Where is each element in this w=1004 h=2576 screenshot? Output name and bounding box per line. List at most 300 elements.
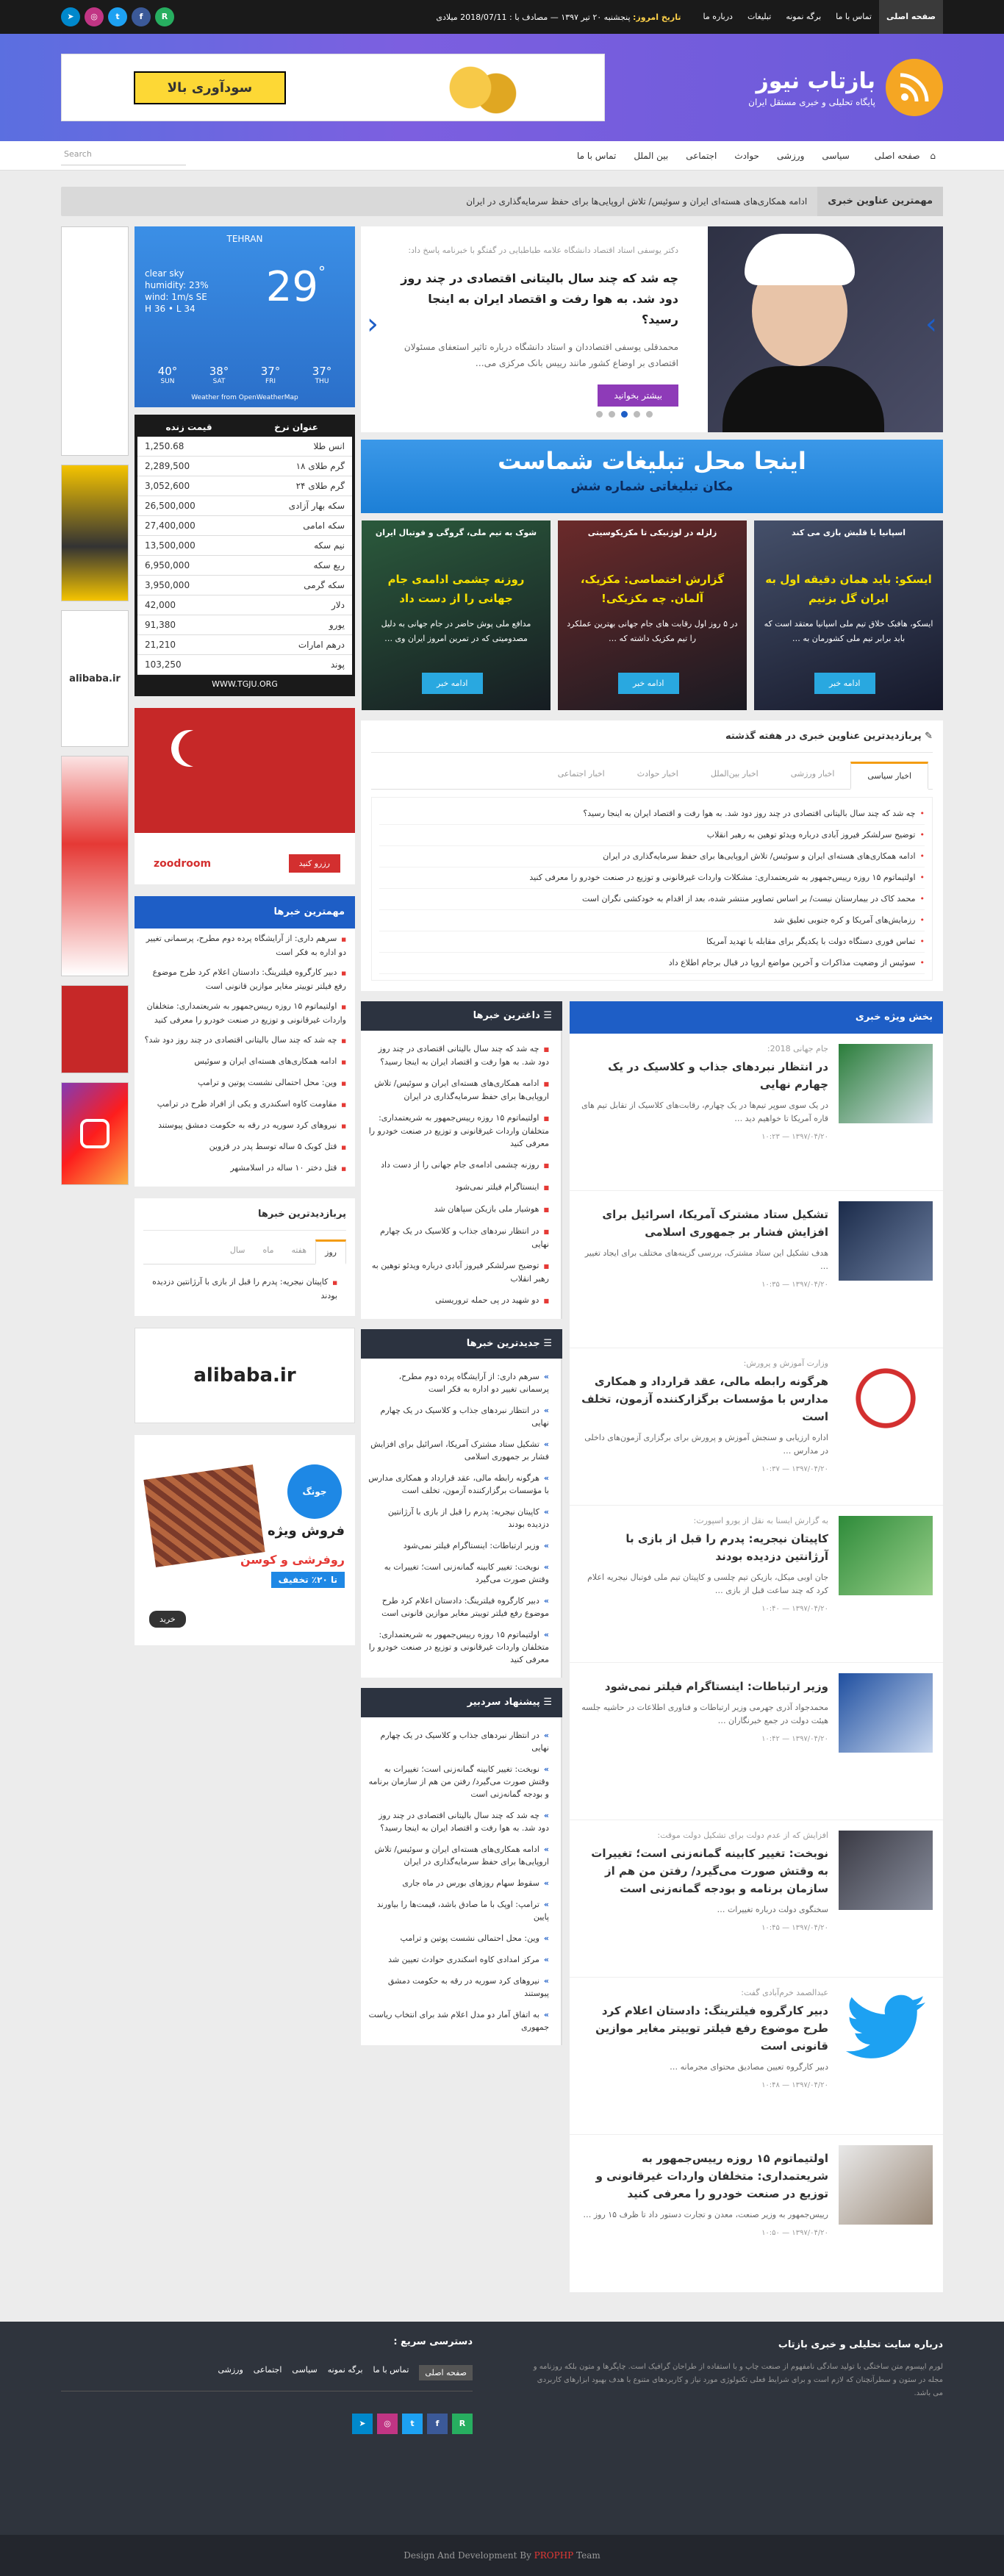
price-value: 26,500,000: [137, 496, 240, 516]
special-title[interactable]: هرگونه رابطه مالی، عقد قرارداد و همکاری مدارس با مؤسسات برگزارکننده آزمون، تخلف است: [581, 1375, 828, 1423]
price-label: دلار: [240, 595, 352, 615]
list-item[interactable]: » کاپیتان نیجریه: پدرم را قبل از بازی با آرژانتین دزدیده بودند: [368, 1501, 549, 1535]
list-item[interactable]: ■ توضیح سرلشکر فیروز آبادی درباره ویدئو توهین به رهبر انقلاب: [368, 1255, 549, 1289]
price-header-value: قیمت زنده: [137, 418, 240, 437]
price-source-link[interactable]: WWW.TGJU.ORG: [212, 679, 278, 689]
special-title[interactable]: اولتیماتوم ۱۵ روزه رییس‌جمهور به شریعتمداری: متخلفان واردات غیرقانونی و توزیع در صنعت خودرو را معرفی کنید: [595, 2152, 828, 2200]
instagram-icon[interactable]: ◎: [377, 2414, 398, 2434]
price-label: سکه بهار آزادی: [240, 496, 352, 516]
carpet-buy-button[interactable]: خرید: [149, 1611, 186, 1628]
list-item[interactable]: » مرکز امدادی کاوه اسکندری حوادث تعیین شد: [368, 1949, 549, 1970]
menu-incidents[interactable]: حوادث: [734, 151, 759, 161]
list-item[interactable]: ■ مقاومت کاوه اسکندری و یکی از افراد طرح در ترامپ: [135, 1094, 355, 1115]
special-summary: جان اوبی میکل، بازیکن تیم چلسی و کاپیتان تیم ملی فوتبال نیجریه اعلام کرد که چند ساعت قبل از بازی …: [587, 1573, 828, 1595]
weather-temp-unit: °: [318, 263, 326, 281]
sidebar: [135, 226, 355, 2292]
special-title[interactable]: دبیر کارگروه فیلترینگ: دادستان اعلام کرد طرح موضوع رفع فیلتر توییتر مغایر موازین قانونی است: [595, 2004, 828, 2053]
telegram-icon[interactable]: ➤: [352, 2414, 373, 2434]
special-title[interactable]: وزیر ارتباطات: اینستاگرام فیلتر نمی‌شود: [604, 1680, 828, 1693]
special-thumb[interactable]: [839, 2145, 933, 2225]
ad-banner-title: اینجا محل تبلیغات شماست: [498, 447, 806, 475]
slider-dots: [596, 411, 653, 418]
menu-international[interactable]: بین الملل: [634, 151, 669, 161]
list-item[interactable]: » در انتظار نبردهای جذاب و کلاسیک در یک چهارم نهایی: [368, 1725, 549, 1759]
slider-dot[interactable]: [596, 411, 603, 418]
price-label: گرم طلای ۱۸: [240, 457, 352, 476]
most-viewed-tabs: [143, 1239, 346, 1264]
editor-pick-title-text: پیشنهاد سردبیر: [467, 1697, 540, 1708]
zoodroom-ad[interactable]: [135, 708, 355, 884]
special-title[interactable]: در انتظار نبردهای جذاب و کلاسیک در یک چهارم نهایی: [608, 1060, 828, 1091]
rss-icon[interactable]: R: [452, 2414, 473, 2434]
topnav-sample[interactable]: برگه نمونه: [786, 12, 822, 21]
forecast-day: [261, 365, 281, 385]
slider-prev-icon[interactable]: ‹: [367, 307, 379, 341]
list-item[interactable]: ■ هوشیار ملی بازیکن سپاهان شد: [368, 1198, 549, 1220]
price-label: پوند: [240, 655, 352, 675]
card-category: اسپانیا با قلبش بازی می کند: [792, 528, 906, 537]
footer-link-politics[interactable]: سیاسی: [292, 2365, 318, 2375]
rss-logo-icon: [886, 59, 943, 116]
breaking-label: مهمترین عناوین خبری: [817, 187, 943, 216]
menu-home[interactable]: ⌂ صفحه اصلی: [860, 141, 943, 171]
carpet-image: [143, 1464, 265, 1567]
special-date: ۱۳۹۷/۰۴/۲۰ — ۱۰:۳۷: [761, 1465, 828, 1473]
footer-quick-title: دسترسی سریع :: [393, 2336, 473, 2347]
card-category: زلزله در لوژنیکی تا مکزیکوسیتی: [587, 528, 717, 537]
footer-link-sports[interactable]: ورزشی: [218, 2365, 243, 2375]
news-slider: [361, 226, 943, 432]
list-item[interactable]: » نوبخت: تغییر کابینه گمانه‌زنی است؛ تغییرات به وقتش صورت می‌گیرد/ رفتن من هم از سازمان برنامه و بودجه گمانه‌زنی است: [368, 1759, 549, 1805]
price-value: 27,400,000: [137, 516, 240, 536]
tab-sports[interactable]: اخبار ورزشی: [790, 769, 835, 779]
list-item[interactable]: » اولتیماتوم ۱۵ روزه رییس‌جمهور به شریعتمداری: متخلفان واردات غیرقانونی و توزیع در صنعت خودرو را معرفی کنید: [368, 1624, 549, 1670]
special-thumb[interactable]: [839, 1673, 933, 1753]
price-value: 6,950,000: [137, 556, 240, 576]
list-item[interactable]: » وین: محل احتمالی نشست پوتین و ترامپ: [368, 1928, 549, 1949]
forecast-day-label: THU: [315, 378, 329, 385]
forecast-day-label: FRI: [265, 378, 276, 385]
ad-banner-subtitle: مکان تبلیغاتی شماره شش: [570, 479, 734, 494]
special-thumb[interactable]: [839, 1359, 933, 1438]
most-read-title-text: پربازدیدترین عناوین خبری در هفته گذشته: [725, 731, 922, 742]
carpet-sale-ad[interactable]: [135, 1435, 355, 1645]
main-column: [361, 226, 943, 2292]
list-item[interactable]: » وزیر ارتباطات: اینستاگرام فیلتر نمی‌شود: [368, 1535, 549, 1556]
topnav-home[interactable]: صفحه اصلی: [879, 0, 943, 34]
special-pretitle: به گزارش ایسنا به نقل از یورو اسپورت:: [693, 1516, 828, 1525]
special-news-section: [570, 1001, 943, 2292]
most-read-title: ✎ پربازدیدترین عناوین خبری در هفته گذشته: [371, 720, 933, 753]
card-summary: در ۵ روز اول رقابت های جام جهانی بهترین عملکرد را تیم مکزیک داشته که …: [567, 619, 738, 643]
latest-news-list: [361, 1359, 562, 1678]
site-subtitle: پایگاه تحلیلی و خبری مستقل ایران: [748, 96, 875, 107]
latest-news-title-text: جدیدترین خبرها: [466, 1338, 540, 1349]
zoodroom-brand: zoodroom: [154, 858, 212, 870]
list-item[interactable]: ■ چه شد که چند سال بالیتانی اقتصادی در چند روز دود شد؟: [135, 1030, 355, 1051]
special-date: ۱۳۹۷/۰۴/۲۰ — ۱۰:۴۵: [761, 1924, 828, 1932]
list-item[interactable]: ■ وین: محل احتمالی نشست پوتین و ترامپ: [135, 1073, 355, 1094]
special-item: [570, 1506, 943, 1663]
topnav-about[interactable]: درباره ما: [703, 12, 733, 21]
special-title[interactable]: نوبخت: تغییر کابینه گمانه‌زنی است؛ تغییرات به وقتش صورت می‌گیرد/ رفتن من هم از سازمان برنامه و بودجه گمانه‌زنی است: [591, 1847, 828, 1895]
list-item[interactable]: » ادامه همکاری‌های هسته‌ای ایران و سوئیس/ تلاش اروپایی‌ها برای حفظ سرمایه‌گذاری در ایران: [368, 1839, 549, 1872]
card-title[interactable]: روزنه چشمی ادامه‌ی جام جهانی را از دست داد: [387, 573, 525, 605]
ad-skyscraper-blank[interactable]: [61, 226, 129, 456]
copyright-tail: Team: [576, 2550, 600, 2561]
price-header-title: عنوان نرخ: [240, 418, 352, 437]
carpet-brand-logo: جونگ: [287, 1464, 342, 1519]
money-bag-icon: [429, 58, 532, 117]
alibaba-ad[interactable]: [135, 1328, 355, 1423]
special-item: [570, 1191, 943, 1348]
list-item[interactable]: ■ دبیر کارگروه فیلترینگ: دادستان اعلام کرد طرح موضوع رفع فیلتر توییتر مغایر موازین قانونی است: [135, 962, 355, 996]
forecast-temp: 40°: [157, 365, 178, 378]
social-links: [61, 7, 174, 26]
breaking-text[interactable]: ادامه همکاری‌های هسته‌ای ایران و سوئیس/ تلاش اروپایی‌ها برای حفظ سرمایه‌گذاری در ایران: [466, 196, 808, 207]
ad-skyscraper-hotel[interactable]: [61, 985, 129, 1073]
list-item[interactable]: • محمد کاک در بیمارستان نیست/ بر اساس تصاویر منتشر شده، بعد از اقدام به خودکشی نگران است: [379, 889, 925, 910]
card-more-button[interactable]: ادامه خبر: [618, 673, 679, 694]
list-item[interactable]: • رزمایش‌های آمریکا و کره جنوبی تعلیق شد: [379, 910, 925, 931]
list-item[interactable]: ■ چه شد که چند سال بالیتانی اقتصادی در چند روز دود شد. به هوا رفت و اقتصاد ایران به اینجا رسید؟: [368, 1038, 549, 1073]
slider-dot[interactable]: [609, 411, 615, 418]
card-more-button[interactable]: ادامه خبر: [814, 673, 875, 694]
footer-about-text: لورم ایپسوم متن ساختگی با تولید سادگی نامفهوم از صنعت چاپ و با استفاده از طراحان گرافیک است. چاپگرها و متون بلکه روزنامه و مجله در ستون و سطرآنچنان که لازم است و برای شرایط فعلی تکنولوژی مورد نیاز و کاربردهای متنوع با هدف بهبود ابزارهای کاربردی می باشد.: [533, 2363, 943, 2397]
price-value: 103,250: [137, 655, 240, 675]
table-row: [137, 457, 352, 476]
card-title[interactable]: گزارش اختصاصی: مکزیک، آلمان. چه مکزیکی!: [580, 573, 725, 605]
ad-banner-six[interactable]: [361, 440, 943, 513]
special-pretitle: وزارت آموزش و پرورش:: [743, 1359, 828, 1368]
featured-card[interactable]: [754, 520, 943, 710]
topnav-ads[interactable]: تبلیغات: [747, 12, 772, 21]
table-row: [137, 595, 352, 615]
list-item[interactable]: ■ اینستاگرام فیلتر نمی‌شود: [368, 1176, 549, 1198]
special-item: [570, 1663, 943, 1820]
list-item[interactable]: ■ ادامه همکاری‌های هسته‌ای ایران و سوئیس: [135, 1051, 355, 1073]
most-read-tabs: [371, 762, 933, 790]
site-title: بازتاب نیوز: [756, 68, 875, 94]
instagram-icon: [80, 1119, 110, 1148]
weather-widget: [135, 226, 355, 407]
special-item: [570, 1978, 943, 2135]
tab-year[interactable]: سال: [229, 1245, 245, 1255]
site-footer: [0, 2322, 1004, 2535]
special-date: ۱۳۹۷/۰۴/۲۰ — ۱۰:۳۵: [761, 1281, 828, 1289]
tab-politics[interactable]: اخبار سیاسی: [850, 762, 928, 790]
weather-desc: clear sky: [145, 268, 184, 279]
facebook-icon[interactable]: f: [427, 2414, 448, 2434]
list-item[interactable]: • سوئیس از وضعیت مذاکرات و آخرین مواضع اروپا در قبال برجام اطلاع داد: [379, 953, 925, 974]
important-news-list: [135, 929, 355, 1179]
price-table: [135, 415, 355, 696]
slider-dot[interactable]: [634, 411, 640, 418]
skyscraper-ads: [61, 226, 129, 2292]
most-viewed-list: [143, 1272, 346, 1306]
weather-forecast: [142, 365, 348, 385]
price-label: گرم طلای ۲۴: [240, 476, 352, 496]
price-value: 42,000: [137, 595, 240, 615]
rss-icon[interactable]: R: [155, 7, 174, 26]
news-lists-column: [361, 1001, 562, 2292]
important-news-title: مهمترین خبرها: [135, 896, 355, 929]
special-date: ۱۳۹۷/۰۴/۲۰ — ۱۰:۴۸: [761, 2081, 828, 2089]
list-item[interactable]: » نوبخت: تغییر کابینه گمانه‌زنی است؛ تغییرات به وقتش صورت می‌گیرد: [368, 1556, 549, 1590]
price-label: یورو: [240, 615, 352, 635]
list-item[interactable]: ■ نیروهای کرد سوریه در رقه به حکومت دمشق پیوستند: [135, 1115, 355, 1137]
list-item[interactable]: » سقوط سهام روزهای بورس در ماه جاری: [368, 1872, 549, 1894]
date-label: تاریخ امروز:: [633, 12, 681, 22]
header-ad-text: سودآوری بالا: [134, 71, 287, 104]
twitter-icon[interactable]: t: [108, 7, 127, 26]
twitter-icon[interactable]: t: [402, 2414, 423, 2434]
weather-temp: [266, 263, 326, 311]
card-summary: ایسکو، هافبک خلاق تیم ملی اسپانیا معتقد است که باید برابر تیم ملی کشورمان به …: [764, 619, 933, 643]
tab-week[interactable]: هفته: [291, 1245, 307, 1255]
table-row: [137, 615, 352, 635]
editor-pick-title: ☰ پیشنهاد سردبیر: [361, 1688, 562, 1717]
table-row: [137, 516, 352, 536]
special-summary: محمدجواد آذری جهرمی وزیر ارتباطات و فناوری اطلاعات در حاشیه جلسه هیئت دولت در جمع خبرنگاران …: [581, 1703, 828, 1725]
special-thumb[interactable]: [839, 1044, 933, 1123]
list-item[interactable]: ■ اولتیماتوم ۱۵ روزه رییس‌جمهور به شریعتمداری: متخلفان واردات غیرقانونی و توزیع در صنعت خودرو را معرفی کنید: [368, 1107, 549, 1154]
price-label: سکه گرمی: [240, 576, 352, 595]
price-label: درهم امارات: [240, 635, 352, 655]
forecast-temp: 37°: [312, 365, 332, 378]
slider-dot[interactable]: [646, 411, 653, 418]
weather-info: [145, 268, 209, 315]
footer-link-sample[interactable]: برگه نمونه: [327, 2365, 363, 2375]
menu-home-label: صفحه اصلی: [874, 151, 920, 161]
list-item[interactable]: ■ ادامه همکاری‌های هسته‌ای ایران و سوئیس/ تلاش اروپایی‌ها برای حفظ سرمایه‌گذاری در ایران: [368, 1073, 549, 1107]
list-item[interactable]: • توضیح سرلشکر فیروز آبادی درباره ویدئو توهین به رهبر انقلاب: [379, 825, 925, 846]
special-summary: هدف تشکیل این ستاد مشترک، بررسی گزینه‌های مختلف برای ایجاد تغییر …: [584, 1248, 828, 1271]
weather-temp-value: 29: [265, 263, 318, 311]
forecast-temp: 38°: [209, 365, 229, 378]
slider-pretitle: دکتر یوسفی استاد اقتصاد دانشگاه علامه طباطبایی در گفتگو با خبرنامه پاسخ داد:: [408, 246, 678, 255]
breaking-news-ticker: [61, 187, 943, 216]
ad-skyscraper-instagram[interactable]: [61, 1082, 129, 1185]
list-item[interactable]: ■ قتل دختر ۱۰ ساله در اسلامشهر: [135, 1158, 355, 1179]
forecast-temp: 37°: [260, 365, 281, 378]
forecast-day-label: SUN: [160, 378, 175, 385]
card-category: شوک به تیم ملی، گروگی و فوتبال ایران: [375, 528, 537, 537]
tab-month[interactable]: ماه: [262, 1245, 274, 1255]
weather-city: TEHRAN: [226, 234, 263, 244]
table-row: [137, 437, 352, 457]
price-value: 21,210: [137, 635, 240, 655]
table-row: [137, 476, 352, 496]
ad-skyscraper-horse[interactable]: [61, 465, 129, 601]
slider-image[interactable]: [708, 226, 943, 432]
read-more-button[interactable]: بیشتر بخوانید: [598, 384, 678, 407]
list-item[interactable]: » تشکیل ستاد مشترک آمریکا، اسرائیل برای افزایش فشار بر جمهوری اسلامی: [368, 1434, 549, 1467]
special-date: ۱۳۹۷/۰۴/۲۰ — ۱۰:۵۰: [761, 2229, 828, 2237]
tab-incidents[interactable]: اخبار حوادث: [637, 769, 678, 779]
carpet-discount: تا ۲۰٪ تخفیف: [271, 1572, 345, 1588]
special-item: [570, 1820, 943, 1978]
list-item[interactable]: » نیروهای کرد سوریه در رقه به حکومت دمشق پیوستند: [368, 1970, 549, 2004]
twitter-bird-icon[interactable]: [839, 1988, 933, 2067]
price-value: 3,052,600: [137, 476, 240, 496]
carpet-sale-title: فروش ویژه: [267, 1523, 345, 1539]
special-thumb[interactable]: [839, 1201, 933, 1281]
special-title[interactable]: تشکیل ستاد مشترک آمریکا، اسرائیل برای افزایش فشار بر جمهوری اسلامی: [602, 1208, 828, 1239]
special-pretitle: افزایش که از عدم دولت برای تشکیل دولت موقت:: [657, 1831, 828, 1840]
hot-news-list: [361, 1031, 562, 1319]
table-row: [137, 576, 352, 595]
special-item: [570, 1348, 943, 1506]
list-item[interactable]: » هرگونه رابطه مالی، عقد قرارداد و همکاری مدارس با مؤسسات برگزارکننده آزمون، تخلف است: [368, 1467, 549, 1501]
card-summary: مدافع ملی پوش حاضر در جام جهانی به دلیل مصدومیتی که در تمرین امروز ایران وی …: [381, 619, 531, 643]
forecast-day-label: SAT: [212, 378, 226, 385]
list-item[interactable]: • تماس فوری دستگاه دولت با یکدیگر برای مقابله با تهدید آمریکا: [379, 931, 925, 953]
list-item[interactable]: » دبیر کارگروه فیلترینگ: دادستان اعلام کرد طرح موضوع رفع فیلتر توییتر مغایر موازین قانونی است: [368, 1590, 549, 1624]
list-item[interactable]: » در انتظار نبردهای جذاب و کلاسیک در یک چهارم نهایی: [368, 1400, 549, 1434]
special-item: [570, 2135, 943, 2292]
hot-news-title-text: داغترین خبرها: [473, 1010, 540, 1021]
most-viewed-title: پربازدیدترین خبرها: [143, 1198, 346, 1231]
special-summary: در یک سوی سوپر تیم‌ها در یک چهارم، رقابت‌های کلاسیک از تقابل تیم های قاره آمریکا تا خواهیم دید …: [581, 1101, 828, 1123]
special-summary: اداره ارزیابی و سنجش آموزش و پرورش برای برگزاری آزمون‌های داخلی در مدارس …: [584, 1433, 828, 1456]
slider-summary: محمدقلی یوسفی اقتصاددان و استاد دانشگاه درباره تاثیر استعفای مسئولان اقتصادی بر اوضاع کشور مانند رییس بانک مرکزی می…: [404, 342, 678, 368]
instagram-icon[interactable]: ◎: [85, 7, 104, 26]
price-value: 2,289,500: [137, 457, 240, 476]
date-display: تاریخ امروز: پنجشنبه ۲۰ تیر ۱۳۹۷ — مصادف با : 2018/07/11 میلادی: [436, 12, 681, 22]
menu-social[interactable]: اجتماعی: [686, 151, 717, 161]
date-tail: مصادف با : 2018/07/11 میلادی: [436, 12, 548, 22]
price-label: انس طلا: [240, 437, 352, 457]
list-item[interactable]: ■ سرهم داری: از آرایشگاه پرده دوم مطرح، پرسمانی تغییر دو اداره به فکر است: [135, 929, 355, 962]
copyright-text: Design And Development By: [404, 2550, 531, 2561]
forecast-day: [158, 365, 178, 385]
list-item[interactable]: ■ در انتظار نبردهای جذاب و کلاسیک در یک چهارم نهایی: [368, 1220, 549, 1255]
list-item[interactable]: ■ روزنه چشمی ادامه‌ی جام جهانی را از دست داد: [368, 1154, 549, 1176]
main-menu-bar: [0, 141, 1004, 171]
most-read-list: [371, 797, 933, 981]
price-label: سکه امامی: [240, 516, 352, 536]
price-label: نیم سکه: [240, 536, 352, 556]
forecast-day: [312, 365, 332, 385]
list-item[interactable]: • ادامه همکاری‌های هسته‌ای ایران و سوئیس/ تلاش اروپایی‌ها برای حفظ سرمایه‌گذاری در ایران: [379, 846, 925, 867]
special-news-title: بخش ویژه خبری: [570, 1001, 943, 1034]
footer-link-home[interactable]: صفحه اصلی: [419, 2365, 473, 2380]
weather-humidity: humidity: 23%: [145, 280, 209, 290]
important-news-box: [135, 896, 355, 1187]
list-item[interactable]: » چه شد که چند سال بالیتانی اقتصادی در چند روز دود شد. به هوا رفت و اقتصاد ایران به اینجا رسید؟: [368, 1805, 549, 1839]
card-more-button[interactable]: ادامه خبر: [422, 673, 483, 694]
menu-sports[interactable]: ورزشی: [776, 151, 805, 161]
weather-highlow: H 36 • L 34: [145, 304, 196, 314]
alibaba-small-logo: alibaba.ir: [69, 673, 121, 684]
special-date: ۱۳۹۷/۰۴/۲۰ — ۱۰:۴۰: [761, 1605, 828, 1613]
list-item[interactable]: » سرهم داری: از آرایشگاه پرده دوم مطرح، پرسمانی تغییر دو اداره به فکر است: [368, 1366, 549, 1400]
list-item[interactable]: • چه شد که چند سال بالیتانی اقتصادی در چند روز دود شد. به هوا رفت و اقتصاد ایران به اینجا رسید؟: [379, 804, 925, 825]
slider-title[interactable]: چه شد که چند سال بالیتانی اقتصادی در چند روز دود شد. به هوا رفت و اقتصاد ایران به اینجا رسید؟: [401, 271, 678, 326]
list-item[interactable]: ■ کاپیتان نیجریه: پدرم را قبل از بازی با آرژانتین دزدیده بودند: [143, 1272, 346, 1306]
table-row: [137, 536, 352, 556]
tab-day[interactable]: روز: [315, 1239, 346, 1264]
price-label: ربع سکه: [240, 556, 352, 576]
footer-link-contact[interactable]: تماس با ما: [373, 2365, 409, 2375]
weather-wind: wind: 1m/s SE: [145, 292, 207, 302]
special-date: ۱۳۹۷/۰۴/۲۰ — ۱۰:۴۲: [761, 1735, 828, 1743]
special-thumb[interactable]: [839, 1831, 933, 1910]
most-viewed-box: [135, 1198, 355, 1316]
menu-contact[interactable]: تماس با ما: [577, 151, 617, 161]
slider-dot-active[interactable]: [621, 411, 628, 418]
latest-news-title: ☰ جدیدترین خبرها: [361, 1329, 562, 1359]
special-item: [570, 1034, 943, 1191]
list-item[interactable]: • اولتیماتوم ۱۵ روزه رییس‌جمهور به شریعتمداری: مشکلات واردات غیرقانونی و توزیع در صنعت خودرو را معرفی کنید: [379, 867, 925, 889]
alibaba-logo: alibaba.ir: [193, 1364, 296, 1387]
special-title[interactable]: کاپیتان نیجریه: پدرم را قبل از بازی با آرژانتین دزدیده بودند: [625, 1532, 828, 1563]
site-header: [0, 34, 1004, 141]
featured-cards: [361, 520, 943, 710]
crescent-moon-icon: [179, 730, 215, 767]
price-value: 1,250.68: [137, 437, 240, 457]
special-date: ۱۳۹۷/۰۴/۲۰ — ۱۰:۲۳: [761, 1133, 828, 1141]
weather-credit[interactable]: Weather from OpenWeatherMap: [191, 394, 298, 401]
table-row: [137, 655, 352, 675]
special-thumb[interactable]: [839, 1516, 933, 1595]
special-pretitle: عبدالصمد خرم‌آبادی گفت:: [741, 1988, 828, 1997]
facebook-icon[interactable]: f: [132, 7, 151, 26]
site-logo[interactable]: [748, 59, 943, 116]
topnav-contact[interactable]: تماس با ما: [836, 12, 872, 21]
menu-politics[interactable]: سیاسی: [822, 151, 850, 161]
main-menu: [570, 141, 943, 171]
list-item[interactable]: » به اتفاق آمار دو مدل اعلام شد برای انتخاب ریاست جمهوری: [368, 2004, 549, 2038]
price-value: 91,380: [137, 615, 240, 635]
tab-international[interactable]: اخبار بین‌الملل: [710, 769, 759, 779]
zoodroom-book-button[interactable]: رزرو کنید: [289, 854, 340, 873]
ad-skyscraper-shop[interactable]: [61, 756, 129, 976]
date-value: پنجشنبه ۲۰ تیر ۱۳۹۷: [561, 12, 631, 22]
featured-card[interactable]: [362, 520, 551, 710]
price-value: 3,950,000: [137, 576, 240, 595]
slider-next-icon[interactable]: ›: [925, 307, 937, 341]
list-item[interactable]: » ترامپ: اوپک با ما صادق باشد، قیمت‌ها را بیاورند پایین: [368, 1894, 549, 1928]
carpet-sale-items: روفرشی و کوسن: [240, 1553, 345, 1567]
footer-quick-access: [61, 2336, 473, 2434]
special-summary: رییس‌جمهور به وزیر صنعت، معدن و تجارت دستور داد تا ظرف ۱۵ روز …: [583, 2210, 828, 2219]
card-title[interactable]: ایسکو: باید همان دقیقه اول به ایران گل بزنیم: [765, 573, 932, 605]
list-item[interactable]: ■ دو شهید در پی حمله تروریستی: [368, 1289, 549, 1312]
table-row: [137, 496, 352, 516]
top-bar: [0, 0, 1004, 34]
list-item[interactable]: ■ قتل کوبک ۵ ساله توسط پدر در قزوین: [135, 1137, 355, 1158]
ad-skyscraper-alibaba[interactable]: [61, 610, 129, 747]
price-value: 13,500,000: [137, 536, 240, 556]
special-pretitle: جام جهانی 2018:: [767, 1044, 828, 1053]
footer-link-social[interactable]: اجتماعی: [253, 2365, 282, 2375]
footer-social: [61, 2414, 473, 2434]
table-row: [137, 556, 352, 576]
telegram-icon[interactable]: ➤: [61, 7, 80, 26]
header-ad-banner[interactable]: [61, 54, 605, 121]
featured-card[interactable]: [558, 520, 747, 710]
list-item[interactable]: ■ اولتیماتوم ۱۵ روزه رییس‌جمهور به شریعتمداری: متخلفان واردات غیرقانونی و توزیع در صنعت خودرو را معرفی کنید: [135, 996, 355, 1030]
copyright-bar: [0, 2535, 1004, 2576]
tab-social[interactable]: اخبار اجتماعی: [557, 769, 605, 779]
copyright-brand[interactable]: PROPHP: [534, 2550, 574, 2561]
most-read-box: [361, 720, 943, 991]
forecast-day: [209, 365, 229, 385]
table-row: [137, 635, 352, 655]
search-input[interactable]: Search: [61, 146, 186, 165]
